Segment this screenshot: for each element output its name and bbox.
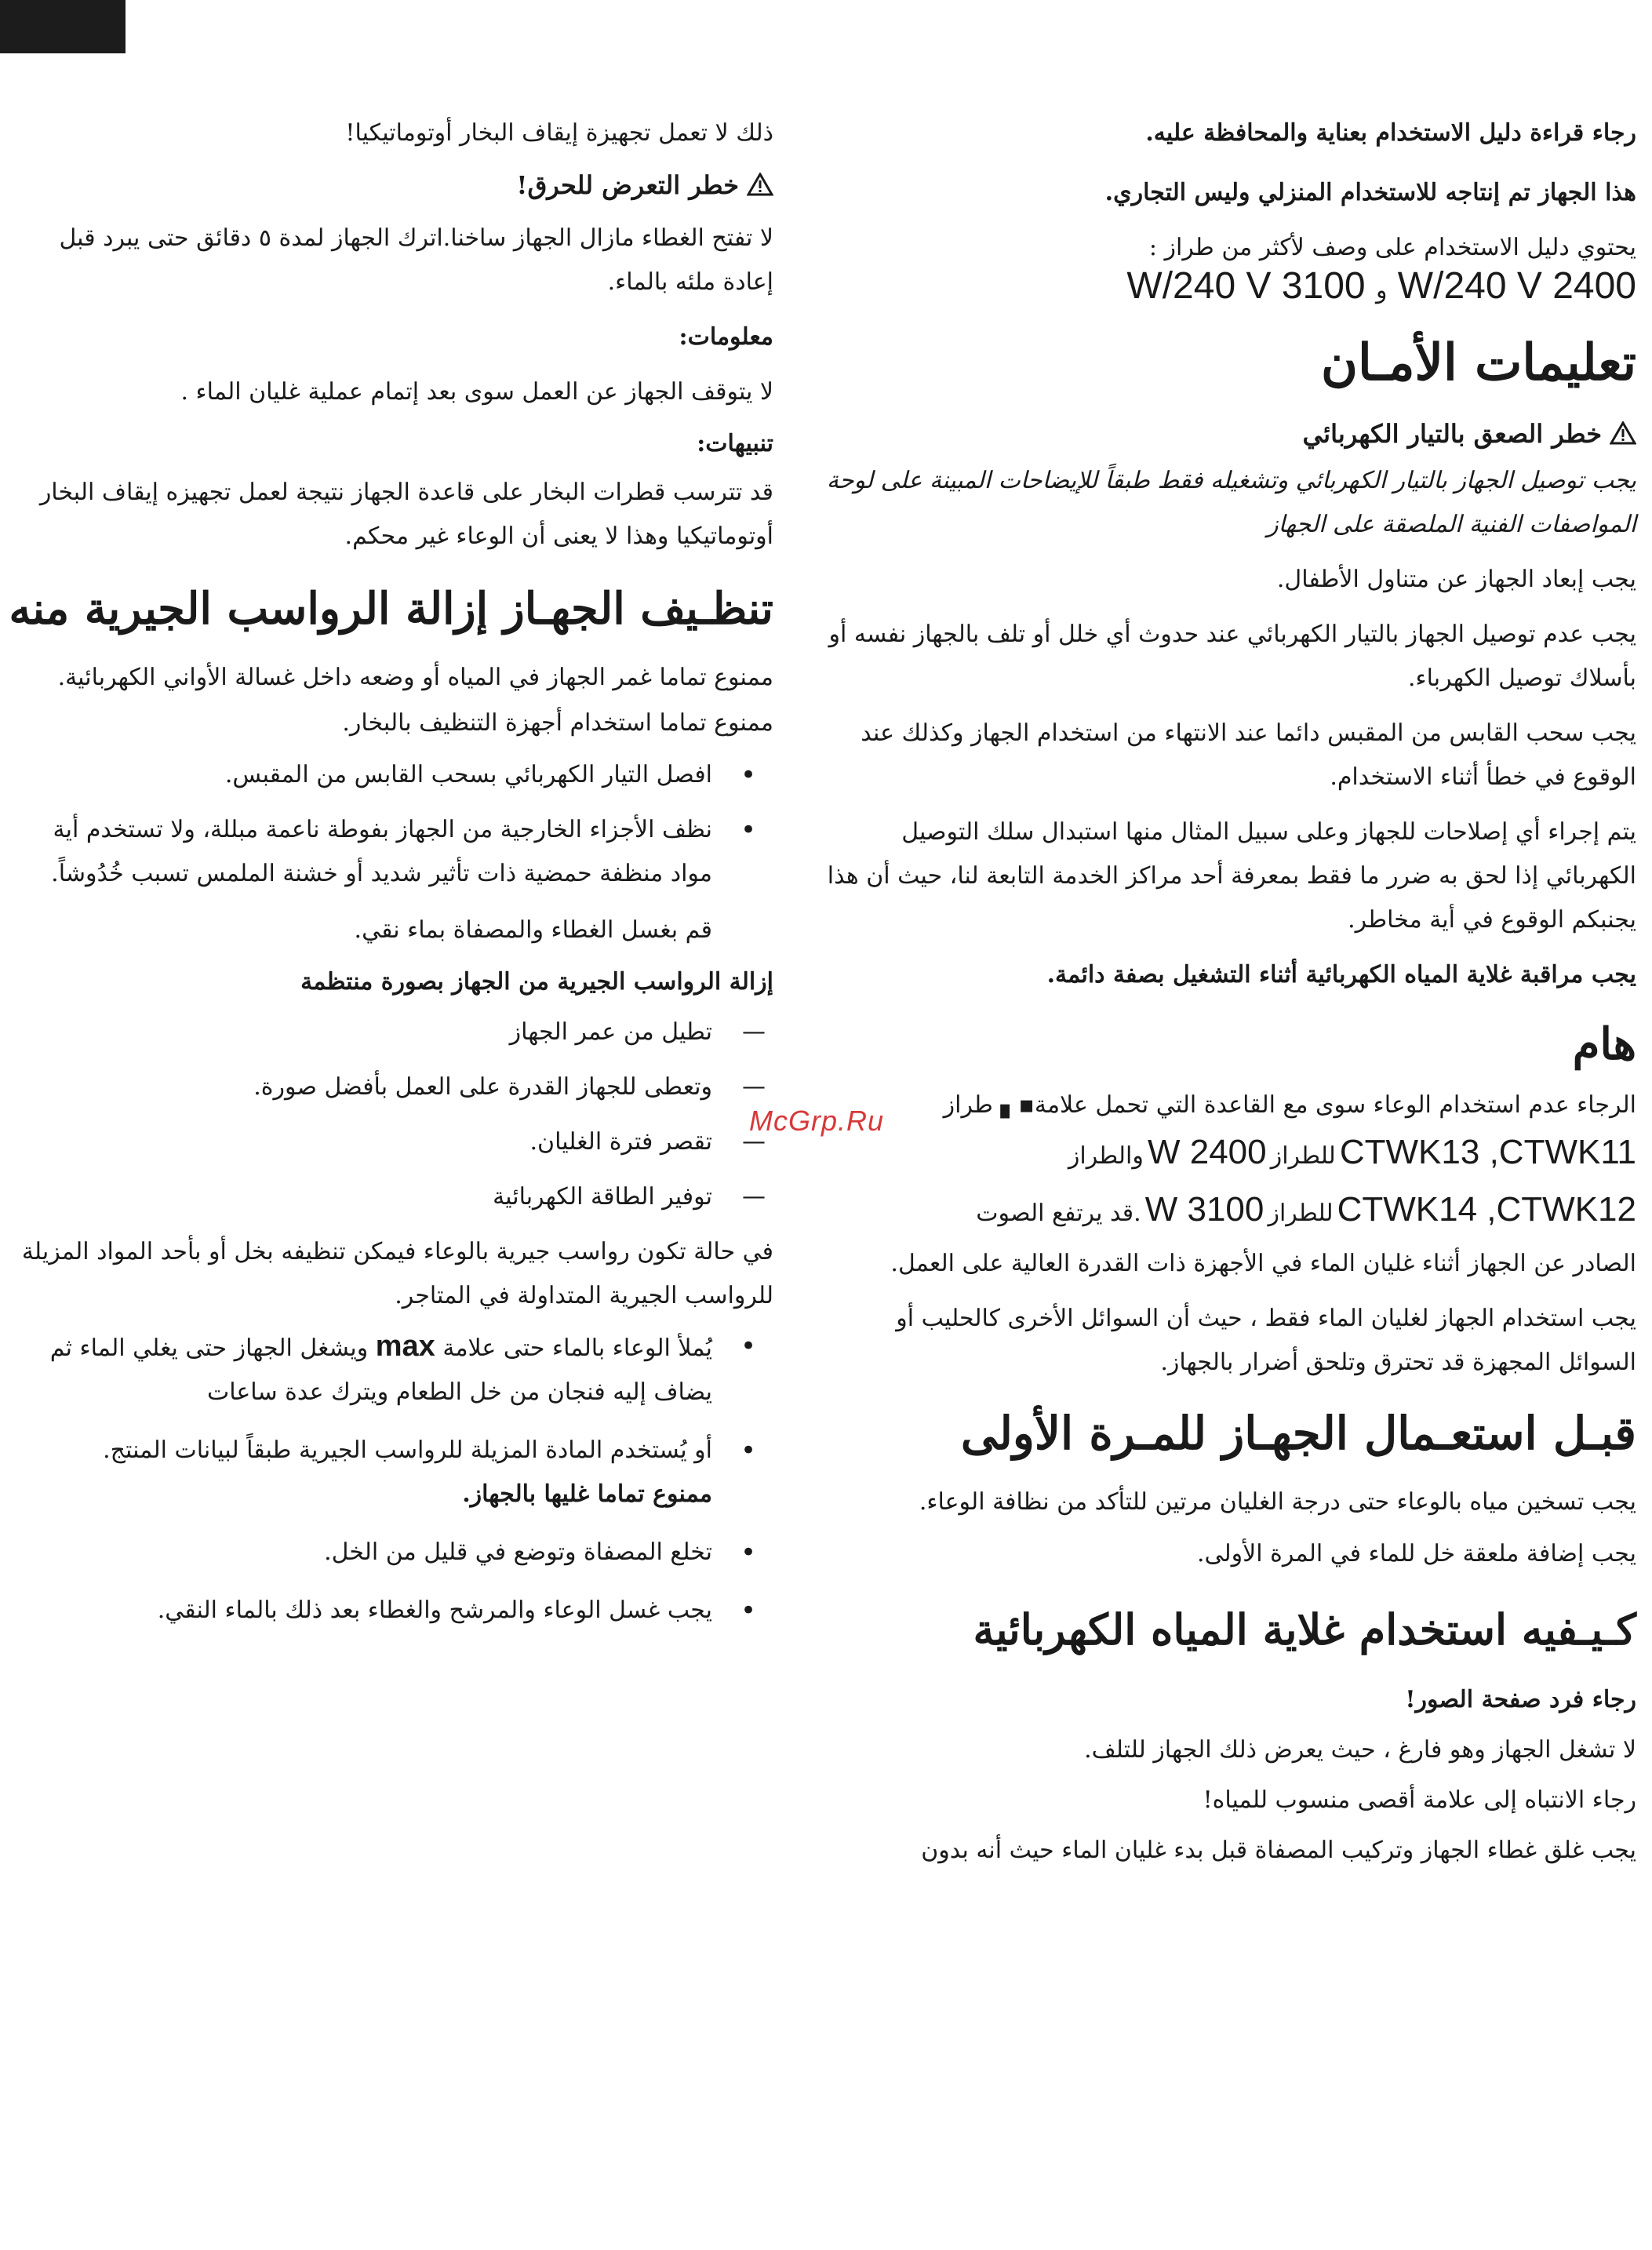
list-item: — وتعطى للجهاز القدرة على العمل بأفضل صورة. <box>9 1065 773 1109</box>
children-text: يجب إبعاد الجهاز عن متناول الأطفال. <box>1276 566 1636 593</box>
warning-triangle-icon <box>747 173 773 196</box>
important-line2 <box>821 1127 1636 1185</box>
warning-triangle-icon <box>1610 421 1636 445</box>
first-use-title: قبـل استعـمال الجهـاز للمـرة الأولى <box>960 1407 1636 1460</box>
important-line1 <box>821 1083 1636 1127</box>
descale-steps <box>9 1324 773 1633</box>
cleaning-bullets <box>9 753 773 896</box>
repairs-text: يتم إجراء أي إصلاحات للجهاز وعلى سبيل المثال منها استبدال سلك التوصيل الكهربائي إذا لحق به ضرر ما فقط بمعرفة أحد مراكز الخدمة التابعة لنا، حيث أن هذا يجنبكم الوقوع في أية مخاطر. <box>827 818 1636 934</box>
water-only-text: يجب استخدام الجهاز لغليان الماء فقط ، حيث أن السوائل الأخرى كالحليب أو السوائل المجهزة قد تحترق وتلحق أضرار بالجهاز. <box>896 1305 1636 1376</box>
models-ctwk11-13: CTWK13 ,CTWK11 <box>1339 1133 1636 1171</box>
shock-warning-heading <box>821 418 1636 450</box>
damage-text: يجب عدم توصيل الجهاز بالتيار الكهربائي عند حدوث أي خلل أو تلف بالجهاز نفسه أو بأسلاك توصيل الكهرباء. <box>828 621 1636 692</box>
descale-benefits <box>9 1010 773 1219</box>
descale-title: إزالة الرواسب الجيرية من الجهاز بصورة منتظمة <box>300 968 773 996</box>
sound-text: .قد يرتفع الصوت <box>976 1200 1141 1227</box>
shock-warning-label: خطر الصعق بالتيار الكهربائي <box>1302 419 1602 449</box>
important-rest: الصادر عن الجهاز أثناء غليان الماء في الأجهزة ذات القدرة العالية على العمل. <box>890 1250 1636 1277</box>
important-model-word: طراز <box>943 1091 993 1119</box>
unplug-text: يجب سحب القابس من المقبس دائما عند الانتهاء من استخدام الجهاز وكذلك عند الوقوع في خطأ أثناء الاستخدام. <box>861 719 1636 791</box>
shock-text: يجب توصيل الجهاز بالتيار الكهربائي وتشغيله فقط طبقاً للإيضاحات المبينة على لوحة المواصفات الفنية الملصقة على الجهاز <box>826 467 1636 538</box>
howto-text1: لا تشغل الجهاز وهو فارغ ، حيث يعرض ذلك الجهاز للتلف. <box>1084 1736 1636 1764</box>
list-item: — تطيل من عمر الجهاز <box>9 1010 773 1054</box>
clean-text2: ممنوع تماما استخدام أجهزة التنظيف بالبخار. <box>342 709 773 737</box>
list-item: — تقصر فترة الغليان. <box>9 1120 773 1164</box>
howto-unfold-pictures: رجاء فرد صفحة الصور! <box>1405 1686 1636 1713</box>
page-corner-tab <box>0 0 126 53</box>
clean-text1: ممنوع تماما غمر الجهاز في المياه أو وضعه داخل غسالة الأواني الكهربائية. <box>57 664 773 691</box>
left-column <box>9 108 773 1633</box>
watermark-text: McGrp.Ru <box>749 1105 885 1137</box>
models-line <box>821 265 1636 313</box>
intro-read-manual: رجاء قراءة دليل الاستخدام بعناية والمحافظة عليه. <box>1145 119 1636 147</box>
model-2400: 2400 W/240 V <box>1397 265 1636 307</box>
fill-to-mark-text: يُملأ الوعاء بالماء حتى علامة <box>442 1334 712 1362</box>
right-column <box>821 108 1636 1873</box>
list-item: • افصل التيار الكهربائي بسحب القابس من المقبس. <box>9 753 773 797</box>
list-item: • تخلع المصفاة وتوضع في قليل من الخل. <box>9 1531 773 1575</box>
power-2400: 2400 W <box>1147 1133 1267 1171</box>
descaler-text: أو يُستخدم المادة المزيلة للرواسب الجيرية طبقاً لبيانات المنتج. <box>103 1436 712 1464</box>
fill-to-mark-rest: ويشغل الجهاز حتى يغلي الماء ثم يضاف إليه فنجان من خل الطعام ويترك عدة ساعات <box>49 1334 712 1406</box>
important-title: هام <box>1572 1018 1636 1070</box>
notes-text: قد تترسب قطرات البخار على قاعدة الجهاز نتيجة لعمل تجهيزه إيقاف البخار أوتوماتيكيا وهذا لا يعنى أن الوعاء غير محكم. <box>39 479 773 550</box>
monitor-text: يجب مراقبة غلاية المياه الكهربائية أثناء التشغيل بصفة دائمة. <box>1046 961 1636 988</box>
info-title: معلومات: <box>679 323 773 351</box>
models-intro: يحتوي دليل الاستخدام على وصف لأكثر من طراز : <box>1148 234 1636 261</box>
info-text: لا يتوقف الجهاز عن العمل سوى بعد إتمام عملية غليان الماء . <box>180 378 773 406</box>
first-use-text2: يجب إضافة ملعقة خل للماء في المرة الأولى. <box>1196 1540 1636 1567</box>
burn-text: لا تفتح الغطاء مازال الجهاز ساخنا.اترك الجهاز لمدة ٥ دقائق حتى يبرد قبل إعادة ملئه بالماء. <box>59 224 773 296</box>
safety-title: تعليمات الأمـان <box>1320 333 1636 392</box>
important-line3 <box>821 1185 1636 1242</box>
cleaning-title: تنظـيف الجهـاز إزالة الرواسب الجيرية منه <box>9 583 773 635</box>
list-item <box>9 1324 773 1414</box>
burn-warning-heading <box>9 169 773 201</box>
howto-title: كـيـفيه استخدام غلاية المياه الكهربائية <box>973 1604 1636 1655</box>
list-item: — توفير الطاقة الكهربائية <box>9 1175 773 1219</box>
for-model-b: للطراز <box>1268 1200 1334 1227</box>
list-item: • يجب غسل الوعاء والمرشح والغطاء بعد ذلك بالماء النقي. <box>9 1589 773 1633</box>
power-3100: 3100 W <box>1144 1190 1264 1229</box>
model-3100: 3100 W/240 V <box>1126 265 1366 307</box>
steam-cont-text: ذلك لا تعمل تجهيزة إيقاف البخار أوتوماتيكيا! <box>345 119 773 147</box>
howto-text2: رجاء الانتباه إلى علامة أقصى منسوب للمياه! <box>1203 1786 1636 1814</box>
descale-text: في حالة تكون رواسب جيرية بالوعاء فيمكن تنظيفه بخل أو بأحد المواد المزيلة للرواسب الجيرية المتداولة في المتاجر. <box>21 1238 773 1309</box>
models-and: و <box>1375 278 1388 304</box>
no-boil-warning: ممنوع تماما غليها بالجهاز. <box>462 1480 712 1508</box>
list-item: • نظف الأجزاء الخارجية من الجهاز بفوطة ناعمة مبللة، ولا تستخدم أية مواد منظفة حمضية ذات تأثير شديد أو خشنة الملمس تسبب خُدُوشاً. <box>9 808 773 896</box>
important-base-text: الرجاء عدم استخدام الوعاء سوى مع القاعدة التي تحمل علامة <box>1034 1091 1636 1119</box>
and-model: والطراز <box>1068 1142 1144 1170</box>
wash-text: قم بغسل الغطاء والمصفاة بماء نقي. <box>354 916 712 944</box>
howto-text3: يجب غلق غطاء الجهاز وتركيب المصفاة قبل بدء غليان الماء حيث أنه بدون <box>921 1837 1636 1864</box>
first-use-text1: يجب تسخين مياه بالوعاء حتى درجة الغليان مرتين للتأكد من نظافة الوعاء. <box>919 1488 1636 1516</box>
notes-title: تنبيهات: <box>697 430 773 457</box>
base-mark-symbol: ▪▖ <box>1000 1091 1035 1119</box>
for-model-a: للطراز <box>1270 1142 1336 1170</box>
max-mark: max <box>375 1330 435 1363</box>
burn-warning-label: خطر التعرض للحرق! <box>516 170 739 200</box>
models-ctwk12-14: CTWK14 ,CTWK12 <box>1337 1190 1636 1229</box>
intro-household-use: هذا الجهاز تم إنتاجه للاستخدام المنزلي وليس التجاري. <box>1104 179 1636 206</box>
list-item <box>9 1429 773 1516</box>
